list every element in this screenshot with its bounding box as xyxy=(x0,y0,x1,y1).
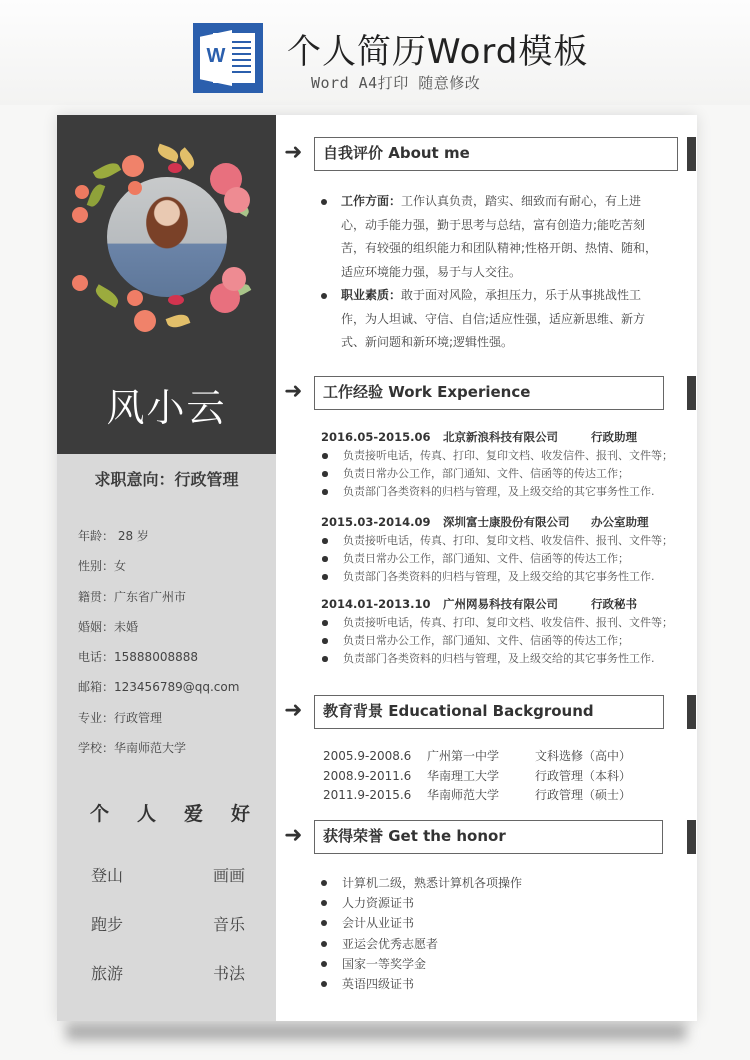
about-item: 职业素质：敢于面对风险，承担压力，乐于从事挑战性工作，为人坦诚、守信、自信;适应性强，适应新思维、新方式、新问题和新环境;逻辑性强。 xyxy=(319,284,659,355)
honor-item: 人力资源证书 xyxy=(321,893,522,913)
arrow-right-icon: ➜ xyxy=(284,823,303,848)
hobby-row xyxy=(91,961,245,1010)
section-marker-bar xyxy=(687,376,696,410)
banner-subtitle: Word A4打印 随意修改 xyxy=(311,74,481,92)
hobby-item: 书法 xyxy=(212,964,245,983)
arrow-right-icon: ➜ xyxy=(284,379,303,404)
section-title: 教育背景 Educational Background xyxy=(314,695,664,729)
about-item: 工作方面：工作认真负责，踏实、细致而有耐心，有上进心，动手能力强，勤于思考与总结，富有创造力;能吃苦刻苦，有较强的组织能力和团队精神;性格开朗、热情、随和，适应环境能力强，易于与人交往。 xyxy=(319,190,659,284)
banner-title: 个人简历Word模板 xyxy=(287,32,589,72)
honor-item: 计算机二级，熟悉计算机各项操作 xyxy=(321,873,522,893)
hobby-item: 画画 xyxy=(212,866,245,885)
job-entry: 2014.01-2013.10 广州网易科技有限公司 行政秘书 负责接听电话，传真、打印、复印文档、收发信件、报刊、文件等； 负责日常办公工作，部门通知、文件、信函等的传达工作； 负责部门各类资料的归档与管理，及上级交给的其它事务性工作. xyxy=(321,597,673,666)
hobby-item: 登山 xyxy=(91,866,124,885)
section-title: 获得荣誉 Get the honor xyxy=(314,820,663,854)
info-school: 学校：华南师范大学 xyxy=(78,741,187,756)
arrow-right-icon: ➜ xyxy=(284,140,303,165)
info-phone: 电话：15888008888 xyxy=(78,650,198,665)
arrow-right-icon: ➜ xyxy=(284,698,303,723)
hobbies-heading: 个 人 爱 好 xyxy=(90,803,250,825)
bullet-icon xyxy=(322,656,328,662)
bullet-icon xyxy=(321,941,327,947)
section-marker-bar xyxy=(687,695,696,729)
job-entry: 2015.03-2014.09 深圳富士康股份有限公司 办公室助理 负责接听电话，传真、打印、复印文档、收发信件、报刊、文件等； 负责日常办公工作，部门通知、文件、信函等的传达工作； 负责部门各类资料的归档与管理，及上级交给的其它事务性工作. xyxy=(321,515,673,584)
bullet-icon xyxy=(321,293,327,299)
honor-item: 亚运会优秀志愿者 xyxy=(321,934,522,954)
hobby-item: 旅游 xyxy=(91,964,124,983)
info-hometown: 籍贯：广东省广州市 xyxy=(78,589,187,604)
info-major: 专业：行政管理 xyxy=(78,710,163,725)
bullet-icon xyxy=(321,880,327,886)
candidate-name: 风小云 xyxy=(106,386,227,430)
honor-item: 英语四级证书 xyxy=(321,974,522,994)
hobby-row xyxy=(91,863,245,912)
personal-info-list xyxy=(78,527,239,769)
education-row: 2008.9-2011.6 华南理工大学 行政管理（本科） xyxy=(323,768,632,783)
education-row: 2011.9-2015.6 华南师范大学 行政管理（硕士） xyxy=(323,788,632,803)
info-email: 邮箱：123456789@qq.com xyxy=(78,680,240,695)
info-age: 年龄： 28 岁 xyxy=(78,529,149,543)
resume-page xyxy=(57,115,697,1021)
info-marital: 婚姻：未婚 xyxy=(78,619,139,634)
bullet-icon xyxy=(321,199,327,205)
section-title: 工作经验 Work Experience xyxy=(314,376,664,410)
template-banner xyxy=(0,0,750,105)
left-sidebar xyxy=(57,115,276,1021)
job-entry: 2016.05-2015.06 北京新浪科技有限公司 行政助理 负责接听电话，传真、打印、复印文档、收发信件、报刊、文件等； 负责日常办公工作，部门通知、文件、信函等的传达工作； 负责部门各类资料的归档与管理，及上级交给的其它事务性工作. xyxy=(321,430,673,499)
info-gender: 性别：女 xyxy=(78,559,127,574)
bullet-icon xyxy=(322,574,328,580)
education-row: 2005.9-2008.6 广州第一中学 文科选修（高中） xyxy=(323,749,632,763)
profile-photo xyxy=(107,177,227,297)
bullet-icon xyxy=(321,900,327,906)
word-logo-icon: W xyxy=(193,23,263,93)
honor-item: 会计从业证书 xyxy=(321,913,522,933)
profile-header xyxy=(57,115,276,454)
bullet-icon xyxy=(322,489,328,495)
bullet-icon xyxy=(322,538,328,544)
honor-item: 国家一等奖学金 xyxy=(321,954,522,974)
hobby-row xyxy=(91,912,245,961)
bullet-icon xyxy=(321,920,327,926)
section-marker-bar xyxy=(687,820,696,854)
bullet-icon xyxy=(322,453,328,459)
education-table xyxy=(323,747,631,806)
bullet-icon xyxy=(322,556,328,562)
bullet-icon xyxy=(322,620,328,626)
job-intent: 求职意向：行政管理 xyxy=(94,470,239,489)
bullet-icon xyxy=(322,471,328,477)
section-marker-bar xyxy=(687,137,696,171)
hobby-item: 跑步 xyxy=(91,915,124,934)
bullet-icon xyxy=(321,961,327,967)
section-title: 自我评价 About me xyxy=(314,137,678,171)
honors-list xyxy=(321,873,522,994)
hobbies-grid xyxy=(91,863,245,1010)
hobby-item: 音乐 xyxy=(212,915,245,934)
about-list xyxy=(319,190,659,355)
bullet-icon xyxy=(321,981,327,987)
profile-photo-wreath xyxy=(72,145,262,335)
bullet-icon xyxy=(322,638,328,644)
page-shadow xyxy=(66,1024,686,1040)
